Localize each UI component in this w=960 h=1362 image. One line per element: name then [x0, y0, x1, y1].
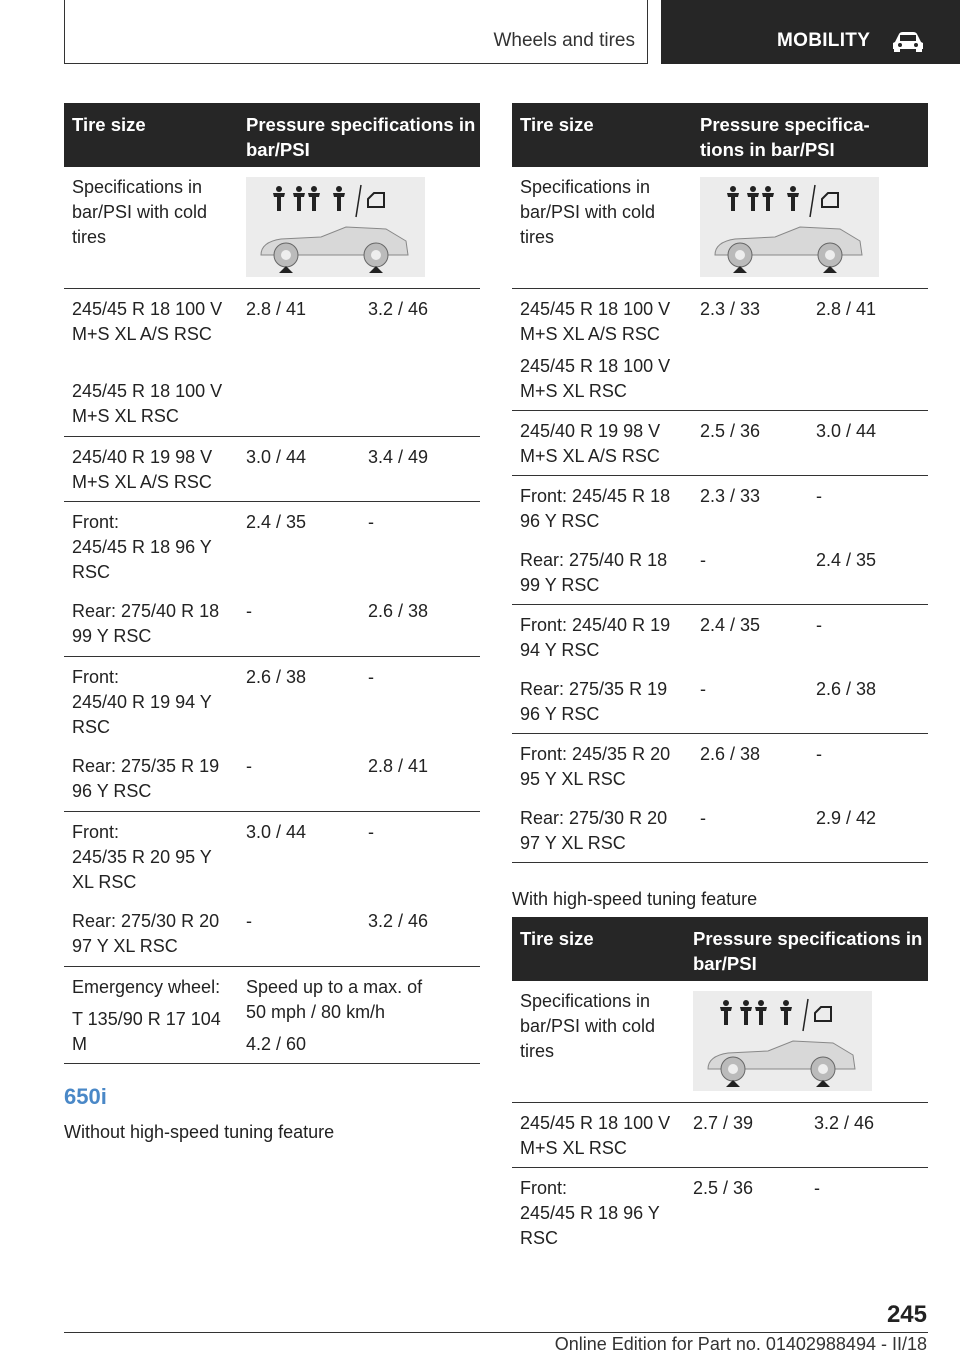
- pressure-value: 3.2 / 46: [368, 911, 429, 931]
- spec-label: Specifications in bar/PSI with cold tires: [520, 177, 656, 247]
- pressure-value: 2.7 / 39: [693, 1113, 754, 1133]
- car-load-icon: [693, 991, 872, 1091]
- pressure-value: 2.6 / 38: [246, 667, 307, 687]
- tire-size: Rear: 275/35 R 19 96 Y RSC: [72, 756, 220, 801]
- footer-divider: [64, 1332, 928, 1333]
- pressure-value: -: [700, 550, 706, 570]
- pressure-value: 2.4 / 35: [816, 550, 877, 570]
- tire-size: 245/45 R 18 100 V M+S XL A/S RSC: [520, 299, 671, 344]
- spec-label: Specifications in bar/PSI with cold tires: [520, 991, 656, 1061]
- pressure-value: 2.6 / 38: [700, 744, 761, 764]
- occupancy-load-image: [246, 177, 425, 277]
- table-row: [512, 605, 928, 734]
- pressure-value: 3.0 / 44: [816, 421, 877, 441]
- tire-size: 245/40 R 19 98 V M+S XL A/S RSC: [72, 447, 213, 492]
- header-chapter-box: [661, 0, 960, 64]
- pressure-value: -: [814, 1178, 820, 1198]
- spec-label: Specifications in bar/PSI with cold tires: [72, 177, 208, 247]
- tire-size: 245/45 R 18 100 V M+S XL RSC: [520, 1113, 671, 1158]
- tire-size: Front: 245/35 R 20 95 Y XL RSC: [520, 744, 671, 789]
- header-pressure: Pressure specifications in bar/PSI: [246, 114, 476, 160]
- table-row: [512, 411, 928, 476]
- car-load-icon: [246, 177, 425, 277]
- pressure-value: -: [816, 486, 822, 506]
- tire-size: 245/45 R 18 100 V M+S XL RSC: [520, 356, 671, 401]
- tire-size: T 135/90 R 17 104 M: [72, 1009, 221, 1054]
- pressure-value: -: [816, 615, 822, 635]
- car-icon: [891, 30, 925, 52]
- model-heading: 650i: [64, 1084, 107, 1109]
- right-pressure-table: [512, 103, 928, 863]
- pressure-value: 2.6 / 38: [368, 601, 429, 621]
- pressure-value: 3.4 / 49: [368, 447, 429, 467]
- header-tire-size: Tire size: [72, 114, 146, 135]
- tire-size: Front: 245/45 R 18 96 Y RSC: [520, 486, 671, 531]
- pressure-value: 2.8 / 41: [816, 299, 877, 319]
- pressure-value: 3.0 / 44: [246, 822, 307, 842]
- table-header: [512, 917, 928, 981]
- pressure-value: 2.3 / 33: [700, 299, 761, 319]
- occupancy-load-image: [700, 177, 879, 277]
- pressure-value: 3.2 / 46: [368, 299, 429, 319]
- occupancy-load-image: [693, 991, 872, 1091]
- pressure-value: -: [246, 911, 252, 931]
- pressure-value: -: [246, 601, 252, 621]
- tire-size: Rear: 275/30 R 20 97 Y XL RSC: [520, 808, 668, 853]
- tire-size: Rear: 275/35 R 19 96 Y RSC: [520, 679, 668, 724]
- section-title: Wheels and tires: [493, 30, 635, 51]
- header-tire-size: Tire size: [520, 114, 594, 135]
- table-row: [512, 734, 928, 863]
- table-header: [64, 103, 480, 167]
- tire-size: Front: 245/40 R 19 94 Y RSC: [72, 667, 212, 737]
- pressure-value: 3.0 / 44: [246, 447, 307, 467]
- table-row: [64, 289, 480, 437]
- pressure-value: 2.4 / 35: [246, 512, 307, 532]
- pressure-value: 4.2 / 60: [246, 1034, 307, 1054]
- high-speed-label: With high-speed tuning feature: [512, 889, 758, 909]
- tire-size: 245/40 R 19 98 V M+S XL A/S RSC: [520, 421, 661, 466]
- header-pressure: Pressure specifica- tions in bar/PSI: [700, 114, 870, 160]
- header-pressure: Pressure specifications in bar/PSI: [693, 928, 923, 974]
- pressure-value: -: [700, 808, 706, 828]
- tire-size: Front: 245/35 R 20 95 Y XL RSC: [72, 822, 212, 892]
- table-row: [512, 981, 928, 1103]
- tire-size: 245/45 R 18 100 V M+S XL A/S RSC: [72, 299, 223, 344]
- table-row: [512, 476, 928, 605]
- table-row: [512, 167, 928, 289]
- pressure-value: 3.2 / 46: [814, 1113, 875, 1133]
- pressure-value: 2.5 / 36: [693, 1178, 754, 1198]
- emergency-label: Emergency wheel:: [72, 977, 221, 997]
- table-header: [512, 103, 928, 167]
- speed-note: Speed up to a max. of 50 mph / 80 km/h: [246, 977, 423, 1022]
- high-speed-pressure-table: [512, 917, 928, 1258]
- table-row: [512, 1103, 928, 1168]
- pressure-value: 2.3 / 33: [700, 486, 761, 506]
- tire-size: Rear: 275/30 R 20 97 Y XL RSC: [72, 911, 220, 956]
- pressure-value: 2.8 / 41: [368, 756, 429, 776]
- pressure-value: -: [700, 679, 706, 699]
- chapter-title: MOBILITY: [777, 30, 871, 51]
- table-row: [64, 657, 480, 812]
- pressure-value: 2.5 / 36: [700, 421, 761, 441]
- pressure-value: 2.8 / 41: [246, 299, 307, 319]
- edition-note: Online Edition for Part no. 01402988494 - II/18: [554, 1334, 927, 1354]
- tire-size: Front: 245/40 R 19 94 Y RSC: [520, 615, 671, 660]
- table-row: [64, 437, 480, 502]
- tire-size: Front: 245/45 R 18 96 Y RSC: [72, 512, 212, 582]
- pressure-value: 2.6 / 38: [816, 679, 877, 699]
- left-pressure-table: [64, 103, 480, 1064]
- page-number: 245: [886, 1301, 927, 1328]
- table-row: [512, 1168, 928, 1258]
- pressure-value: -: [816, 744, 822, 764]
- tire-size: Rear: 275/40 R 18 99 Y RSC: [520, 550, 668, 595]
- tire-size: Front: 245/45 R 18 96 Y RSC: [520, 1178, 660, 1248]
- header-tire-size: Tire size: [520, 928, 594, 949]
- tire-size: 245/45 R 18 100 V M+S XL RSC: [72, 381, 223, 426]
- pressure-value: -: [246, 756, 252, 776]
- table-row: [64, 502, 480, 657]
- header-section-box: [64, 0, 648, 64]
- tire-size: Rear: 275/40 R 18 99 Y RSC: [72, 601, 220, 646]
- table-row: [64, 167, 480, 289]
- pressure-value: -: [368, 822, 374, 842]
- pressure-value: 2.4 / 35: [700, 615, 761, 635]
- table-row: [512, 289, 928, 411]
- pressure-value: -: [368, 667, 374, 687]
- model-subheading: Without high-speed tuning feature: [64, 1122, 335, 1142]
- table-row: [64, 812, 480, 967]
- car-load-icon: [700, 177, 879, 277]
- table-row: [64, 967, 480, 1064]
- pressure-value: 2.9 / 42: [816, 808, 877, 828]
- pressure-value: -: [368, 512, 374, 532]
